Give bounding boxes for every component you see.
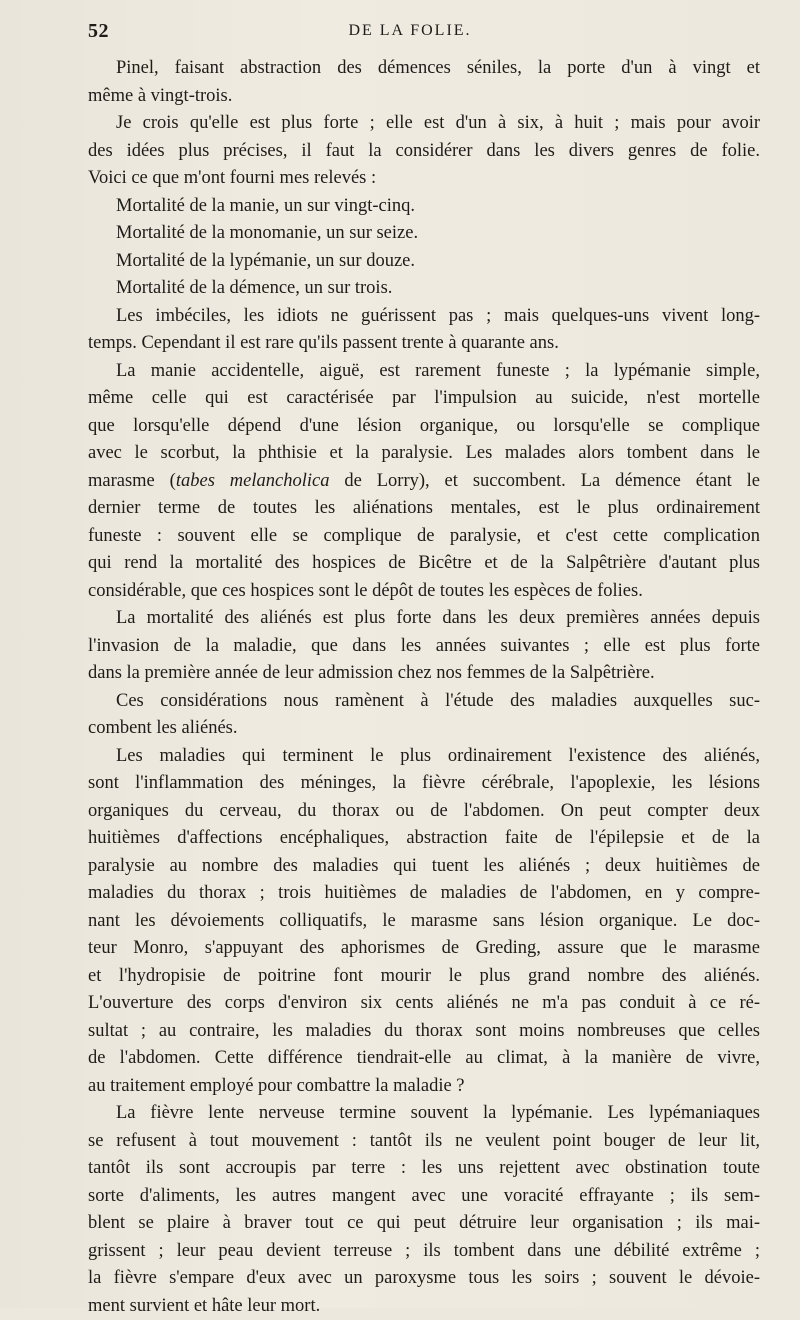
text-line: organiques du cerveau, du thorax ou de l'abdomen. On peut compter deux (88, 798, 760, 826)
text-line (88, 468, 760, 496)
text-line: considérable, que ces hospices sont le dépôt de toutes les espèces de folies. (88, 578, 760, 606)
text-line: avec le scorbut, la phthisie et la paralysie. Les malades alors tombent dans le (88, 440, 760, 468)
text-line: sont l'inflammation des méninges, la fièvre cérébrale, l'apoplexie, les lésions (88, 770, 760, 798)
text-line: paralysie au nombre des maladies qui tuent les aliénés ; deux huitièmes de (88, 853, 760, 881)
text-line: Les maladies qui terminent le plus ordinairement l'existence des aliénés, (88, 743, 760, 771)
text-line: Les imbéciles, les idiots ne guérissent pas ; mais quelques-uns vivent long- (88, 303, 760, 331)
text-line: Mortalité de la monomanie, un sur seize. (88, 220, 760, 248)
text-line: que lorsqu'elle dépend d'une lésion organique, ou lorsqu'elle se complique (88, 413, 760, 441)
page-number: 52 (88, 20, 109, 43)
latin-term: tabes melancholica (176, 471, 330, 491)
text-line: qui rend la mortalité des hospices de Bicêtre et de la Salpêtrière d'autant plus (88, 550, 760, 578)
text-line: huitièmes d'affections encéphaliques, abstraction faite de l'épilepsie et de la (88, 825, 760, 853)
text-line: Mortalité de la démence, un sur trois. (88, 275, 760, 303)
text-line: sorte d'aliments, les autres mangent avec une voracité effrayante ; ils sem- (88, 1183, 760, 1211)
text-line: l'invasion de la maladie, que dans les années suivantes ; elle est plus forte (88, 633, 760, 661)
text-segment: marasme ( (88, 471, 176, 491)
text-line: de l'abdomen. Cette différence tiendrait-elle au climat, à la manière de vivre, (88, 1045, 760, 1073)
text-line: grissent ; leur peau devient terreuse ; ils tombent dans une débilité extrême ; (88, 1238, 760, 1266)
text-line: ment survient et hâte leur mort. (88, 1293, 760, 1320)
text-line: Mortalité de la manie, un sur vingt-cinq. (88, 193, 760, 221)
text-segment: de Lorry), et succombent. La démence étant le (329, 471, 760, 491)
text-line: sultat ; au contraire, les maladies du thorax sont moins nombreuses que celles (88, 1018, 760, 1046)
text-line: La fièvre lente nerveuse termine souvent la lypémanie. Les lypémaniaques (88, 1100, 760, 1128)
running-title: DE LA FOLIE. (60, 22, 760, 40)
text-line: combent les aliénés. (88, 715, 760, 743)
text-line: temps. Cependant il est rare qu'ils passent trente à quarante ans. (88, 330, 760, 358)
page-header (60, 20, 760, 48)
text-line: L'ouverture des corps d'environ six cents aliénés ne m'a pas conduit à ce ré- (88, 990, 760, 1018)
text-line: maladies du thorax ; trois huitièmes de maladies de l'abdomen, en y compre- (88, 880, 760, 908)
text-line: La mortalité des aliénés est plus forte dans les deux premières années depuis (88, 605, 760, 633)
text-line: Je crois qu'elle est plus forte ; elle est d'un à six, à huit ; mais pour avoir (88, 110, 760, 138)
text-line: Pinel, faisant abstraction des démences séniles, la porte d'un à vingt et (88, 55, 760, 83)
text-line: se refusent à tout mouvement : tantôt ils ne veulent point bouger de leur lit, (88, 1128, 760, 1156)
text-line: tantôt ils sont accroupis par terre : les uns rejettent avec obstination toute (88, 1155, 760, 1183)
text-line: et l'hydropisie de poitrine font mourir le plus grand nombre des aliénés. (88, 963, 760, 991)
body-text (88, 55, 760, 1320)
text-line: Mortalité de la lypémanie, un sur douze. (88, 248, 760, 276)
text-line: La manie accidentelle, aiguë, est rarement funeste ; la lypémanie simple, (88, 358, 760, 386)
text-line: au traitement employé pour combattre la maladie ? (88, 1073, 760, 1101)
text-line: teur Monro, s'appuyant des aphorismes de Greding, assure que le marasme (88, 935, 760, 963)
text-line: même à vingt-trois. (88, 83, 760, 111)
text-line: nant les dévoiements colliquatifs, le marasme sans lésion organique. Le doc- (88, 908, 760, 936)
text-line: même celle qui est caractérisée par l'impulsion au suicide, n'est mortelle (88, 385, 760, 413)
text-line: des idées plus précises, il faut la considérer dans les divers genres de folie. (88, 138, 760, 166)
text-line: dernier terme de toutes les aliénations mentales, est le plus ordinairement (88, 495, 760, 523)
text-line: dans la première année de leur admission chez nos femmes de la Salpêtrière. (88, 660, 760, 688)
text-line: Ces considérations nous ramènent à l'étude des maladies auxquelles suc- (88, 688, 760, 716)
text-line: Voici ce que m'ont fourni mes relevés : (88, 165, 760, 193)
text-line: la fièvre s'empare d'eux avec un paroxysme tous les soirs ; souvent le dévoie- (88, 1265, 760, 1293)
text-line: blent se plaire à braver tout ce qui peut détruire leur organisation ; ils mai- (88, 1210, 760, 1238)
text-line: funeste : souvent elle se complique de paralysie, et c'est cette complication (88, 523, 760, 551)
